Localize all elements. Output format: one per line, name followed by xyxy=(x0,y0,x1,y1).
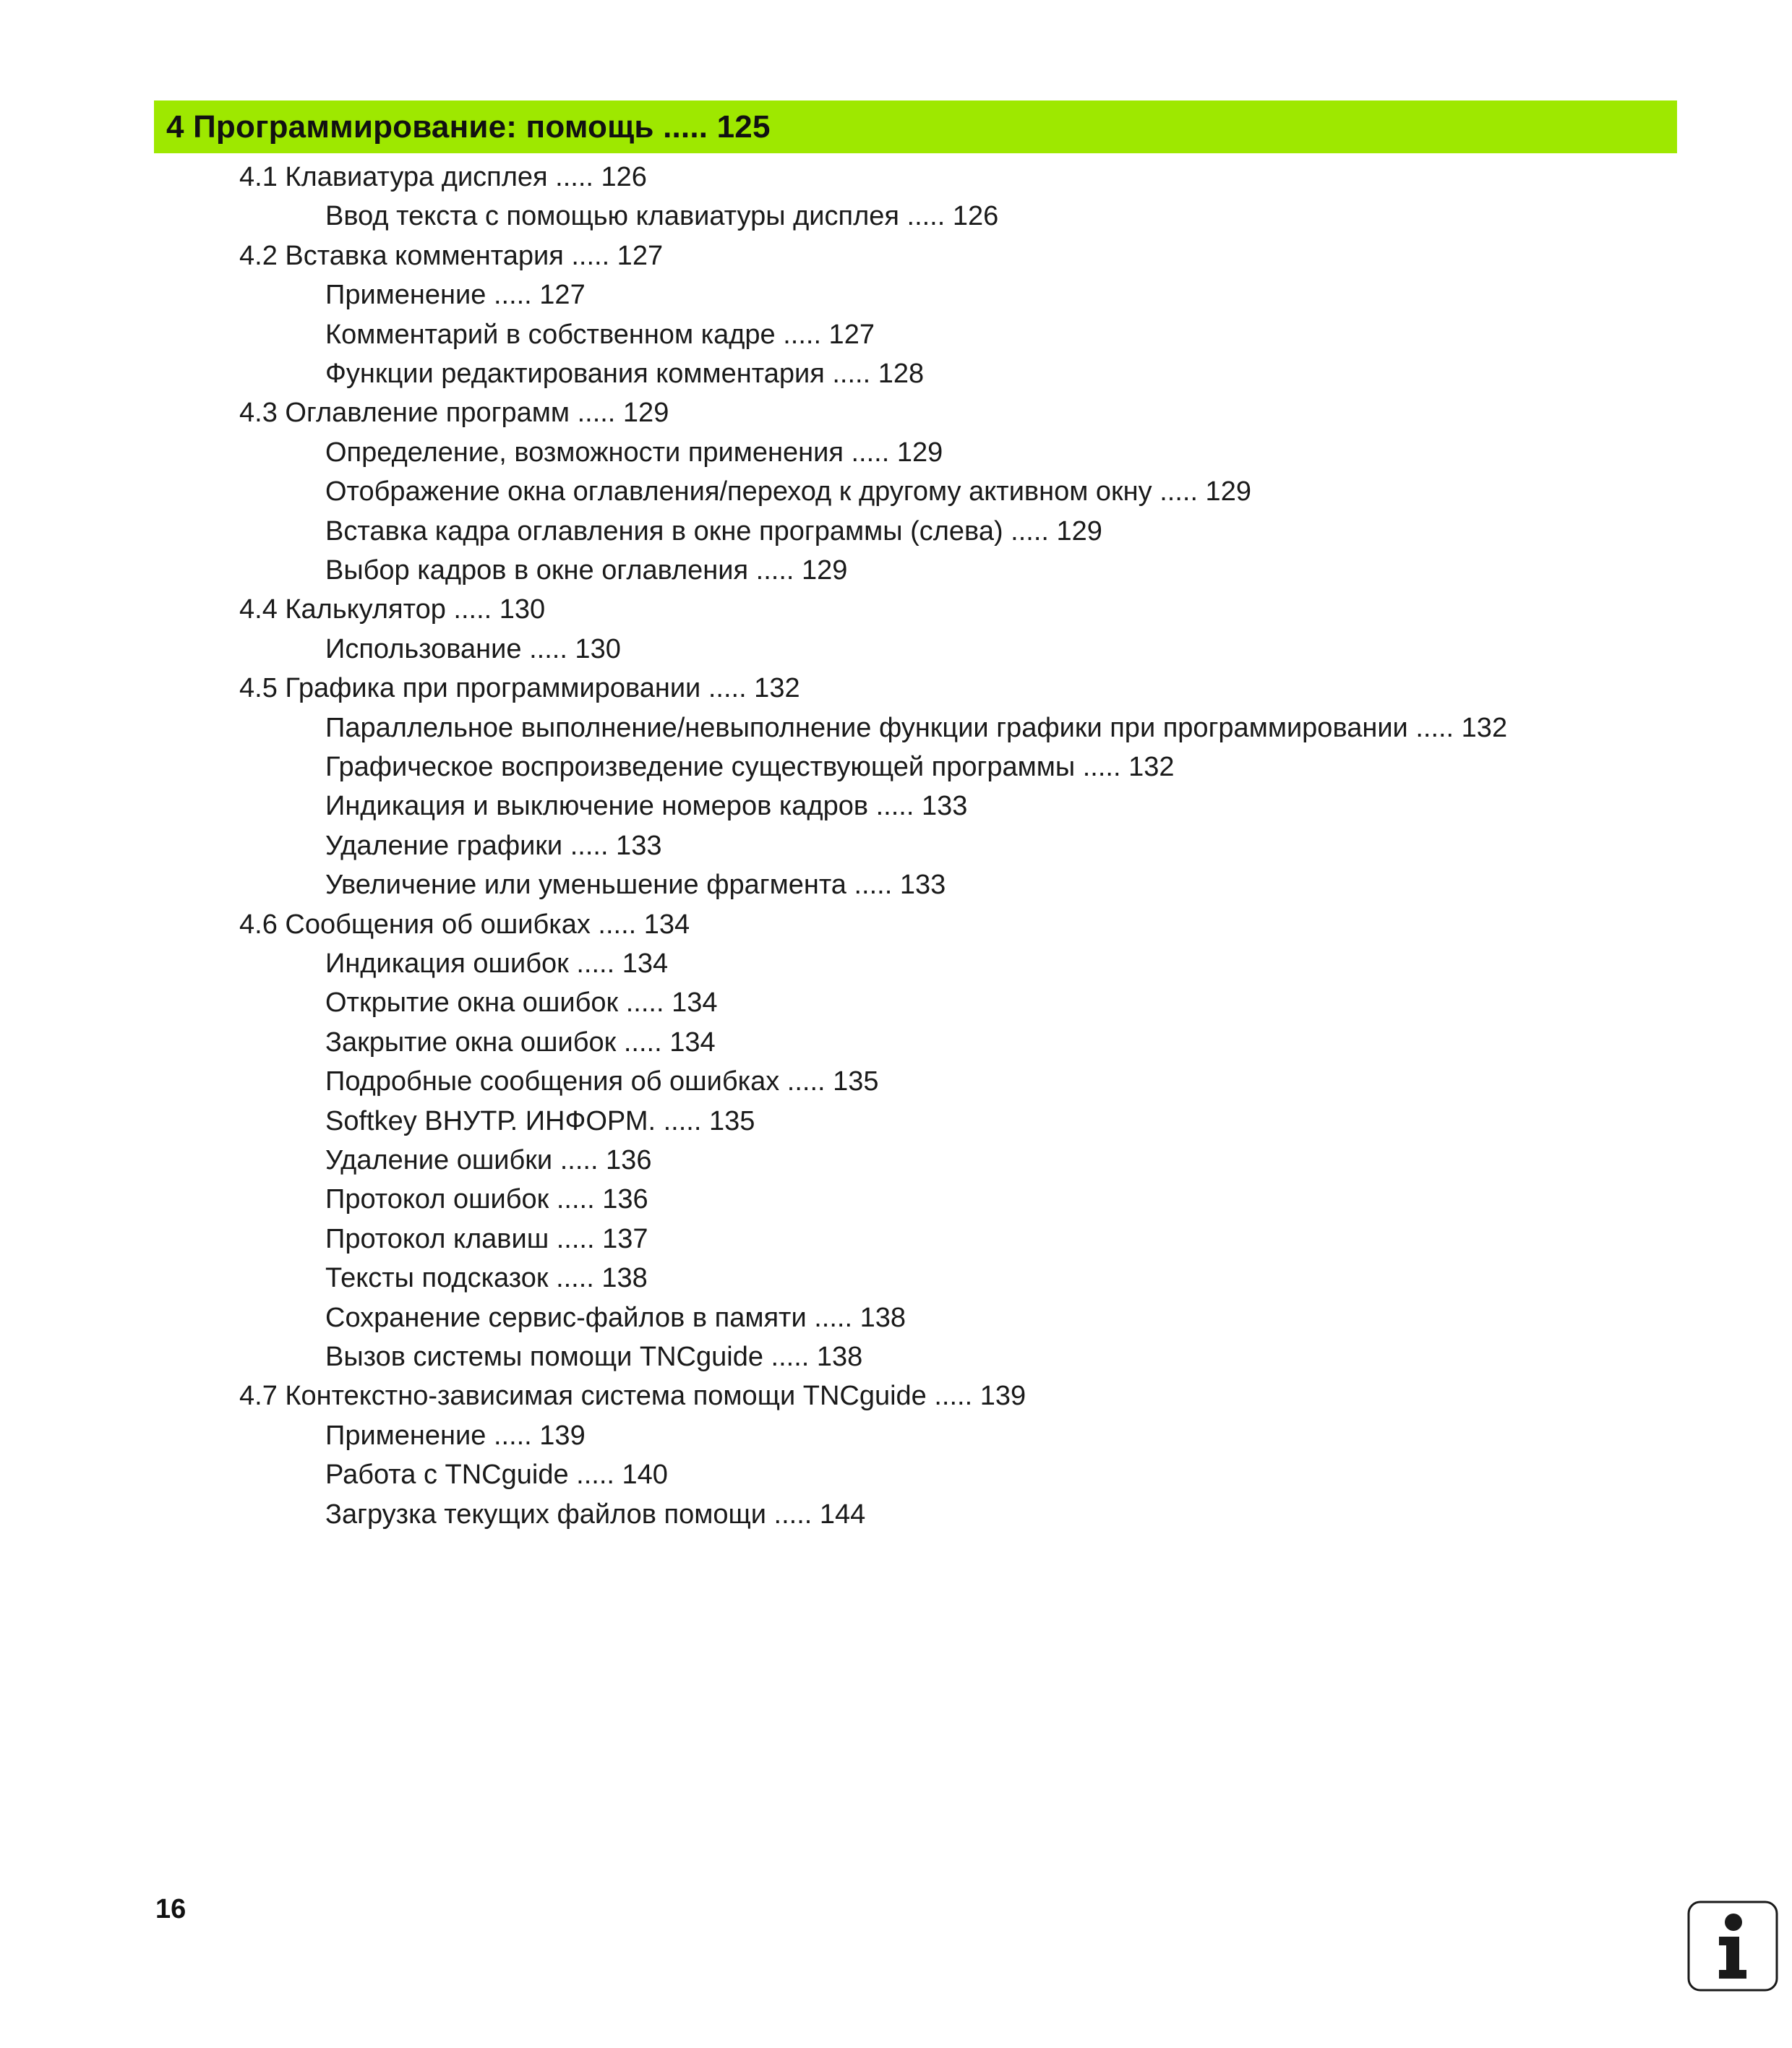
toc-section-entry[interactable]: 4.7 Контекстно-зависимая система помощи TNCguide ..... 139 xyxy=(239,1381,1026,1412)
toc-subsection-entry[interactable]: Протокол ошибок ..... 136 xyxy=(325,1184,648,1215)
toc-section-entry[interactable]: 4.1 Клавиатура дисплея ..... 126 xyxy=(239,162,647,192)
toc-subsection-entry[interactable]: Применение ..... 127 xyxy=(325,280,586,311)
toc-subsection-entry[interactable]: Подробные сообщения об ошибках ..... 135 xyxy=(325,1066,879,1097)
toc-section-entry[interactable]: 4.5 Графика при программировании ..... 132 xyxy=(239,673,800,704)
toc-subsection-entry[interactable]: Открытие окна ошибок ..... 134 xyxy=(325,987,718,1019)
toc-subsection-entry[interactable]: Параллельное выполнение/невыполнение функции графики при программировании ..... 132 xyxy=(325,712,1508,743)
toc-subsection-entry[interactable]: Выбор кадров в окне оглавления ..... 129 xyxy=(325,555,848,586)
toc-subsection-entry[interactable]: Отображение окна оглавления/переход к другому активном окну ..... 129 xyxy=(325,476,1251,507)
toc-section-entry[interactable]: 4.2 Вставка комментария ..... 127 xyxy=(239,240,664,271)
toc-subsection-entry[interactable]: Ввод текста с помощью клавиатуры дисплея ..... 126 xyxy=(325,201,999,232)
toc-subsection-entry[interactable]: Функции редактирования комментария ..... 128 xyxy=(325,359,925,389)
toc-subsection-entry[interactable]: Вызов системы помощи TNCguide ..... 138 xyxy=(325,1342,863,1372)
toc-subsection-entry[interactable]: Индикация ошибок ..... 134 xyxy=(325,948,669,979)
toc-section-entry[interactable]: 4.3 Оглавление программ ..... 129 xyxy=(239,398,669,429)
toc-subsection-entry[interactable]: Удаление графики ..... 133 xyxy=(325,830,662,861)
toc-subsection-entry[interactable]: Softkey ВНУТР. ИНФОРМ. ..... 135 xyxy=(325,1105,755,1136)
toc-subsection-entry[interactable]: Удаление ошибки ..... 136 xyxy=(325,1145,652,1175)
toc-subsection-entry[interactable]: Сохранение сервис-файлов в памяти ..... 138 xyxy=(325,1302,906,1333)
toc-subsection-entry[interactable]: Увеличение или уменьшение фрагмента ..... 133 xyxy=(325,870,946,901)
toc-subsection-entry[interactable]: Тексты подсказок ..... 138 xyxy=(325,1263,648,1294)
toc-subsection-entry[interactable]: Вставка кадра оглавления в окне программы (слева) ..... 129 xyxy=(325,515,1102,547)
toc-subsection-entry[interactable]: Индикация и выключение номеров кадров ..... 133 xyxy=(325,791,968,822)
toc-subsection-entry[interactable]: Закрытие окна ошибок ..... 134 xyxy=(325,1027,716,1058)
toc-section-entry[interactable]: 4.6 Сообщения об ошибках ..... 134 xyxy=(239,909,690,940)
page-number: 16 xyxy=(155,1894,187,1924)
toc-subsection-entry[interactable]: Определение, возможности применения ..... 129 xyxy=(325,437,943,468)
toc-section-entry[interactable]: 4.4 Калькулятор ..... 130 xyxy=(239,594,546,625)
toc-subsection-entry[interactable]: Комментарий в собственном кадре ..... 127 xyxy=(325,319,875,350)
toc-subsection-entry[interactable]: Работа с TNCguide ..... 140 xyxy=(325,1460,668,1491)
chapter-header xyxy=(154,100,1677,153)
toc-subsection-entry[interactable]: Загрузка текущих файлов помощи ..... 144 xyxy=(325,1499,866,1530)
toc-subsection-entry[interactable]: Использование ..... 130 xyxy=(325,633,621,664)
toc-subsection-entry[interactable]: Применение ..... 139 xyxy=(325,1420,586,1451)
toc-subsection-entry[interactable]: Графическое воспроизведение существующей программы ..... 132 xyxy=(325,752,1175,782)
info-icon[interactable] xyxy=(1687,1901,1778,1992)
toc-subsection-entry[interactable]: Протокол клавиш ..... 137 xyxy=(325,1223,648,1254)
chapter-title[interactable]: 4 Программирование: помощь ..... 125 xyxy=(166,108,771,145)
